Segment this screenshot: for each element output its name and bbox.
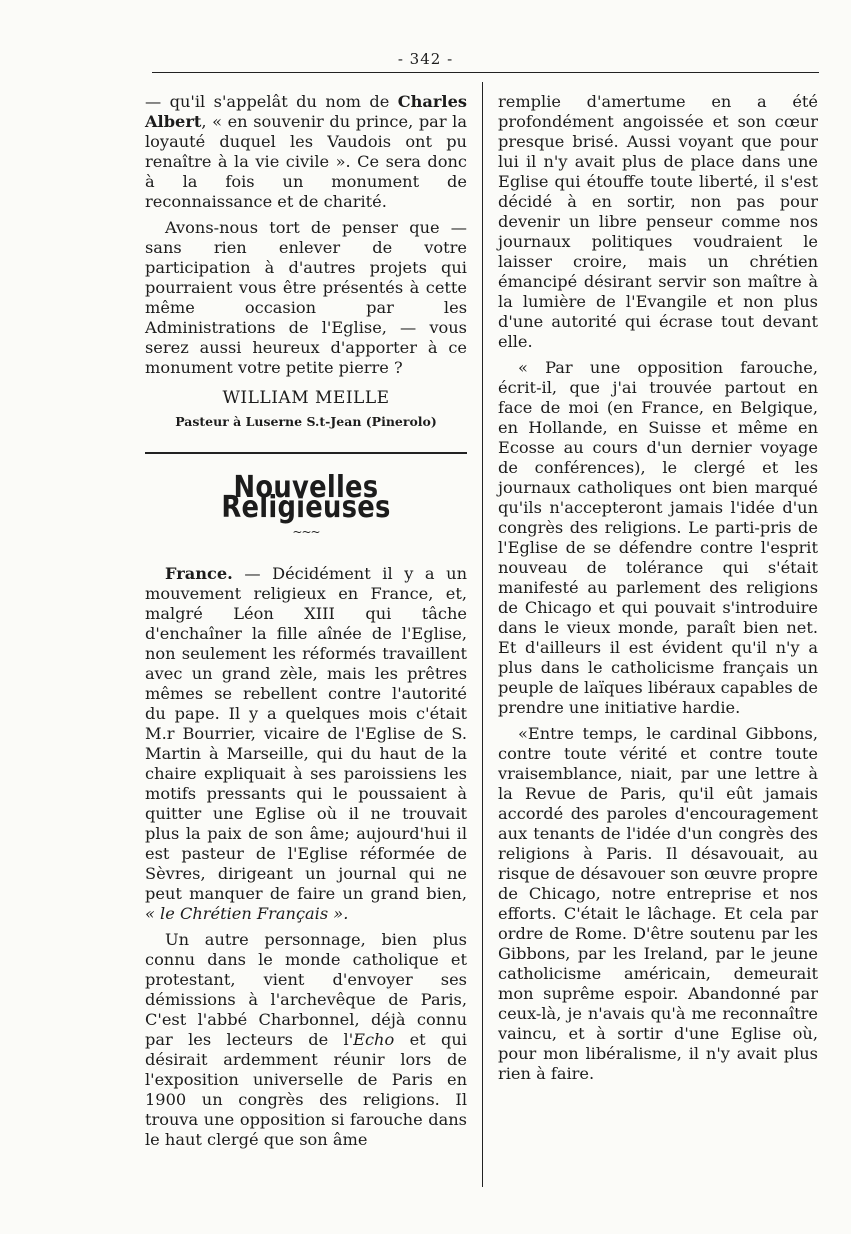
ornament-divider: ~~~ <box>292 525 320 539</box>
echo-title: Echo <box>353 1030 395 1049</box>
paragraph-charbonnel: Un autre personnage, bien plus connu dans le monde catholique et protestant, vient d'envoyer ses démissions à l'archevêque de Paris, C'est l'abbé Charbonnel, déjà connu par les lecteurs de l'Echo et qui désirait ardemment réunir lors de l'exposition universelle de Paris en 1900 un congrès des religions. Il trouva une opposition si farouche dans le haut clergé que son âme <box>145 930 467 1149</box>
paragraph-petite-pierre: Avons-nous tort de penser que — sans rien enlever de votre participation à d'autres projets qui pourraient vous être présentés à cette même occasion par les Administrations de l'Eglise, — vous serez aussi heureux d'apporter à ce monument votre petite pierre ? <box>145 218 467 377</box>
journal-title: « le Chrétien Français ». <box>145 904 349 923</box>
section-title: Nouvelles Religieuses <box>221 470 391 525</box>
bold-name: Charles Albert <box>145 92 467 131</box>
paragraph-charles-albert: — qu'il s'appelât du nom de Charles Albert, « en souvenir du prince, par la loyauté duquel les Vaudois ont pu renaître à la vie civile ». Ce sera donc à la fois un monument de reconnaissance et de charité. <box>145 92 467 211</box>
author-affiliation: Pasteur à Luserne S.t-Jean (Pinerolo) <box>175 414 437 429</box>
author-signature: WILLIAM MEILLE <box>222 388 390 408</box>
paragraph-opposition: « Par une opposition farouche, écrit-il, que j'ai trouvée partout en face de moi (en France, en Belgique, en Hollande, en Suisse et même en Ecosse au cours d'un dernier voyage de conférences), le clergé et les journaux catholiques ont bien marqué qu'ils n'accepteront jamais l'idée d'un congrès des religions. Le parti-pris de l'Eglise de se défendre contre l'esprit nouveau de tolérance qui s'était manifesté au parlement des religions de Chicago et qui pouvait s'introduire dans le vieux monde, paraît bien net. Et d'ailleurs il est évident qu'il n'y a plus dans le catholicisme français un peuple de laïques libéraux capables de prendre une initiative hardie. <box>498 358 818 717</box>
header-rule <box>152 72 819 73</box>
lead-in-france: France. <box>165 564 233 583</box>
right-column <box>498 92 818 1090</box>
paragraph-gibbons: «Entre temps, le cardinal Gibbons, contre toute vérité et contre toute vraisemblance, niait, par une lettre à la Revue de Paris, qu'il eût jamais accordé des paroles d'encouragement aux tenants de l'idée d'un congrès des religions à Paris. Il désavouait, au risque de désavouer son œuvre propre de Chicago, notre entreprise et nos efforts. C'était le lâchage. Et cela par ordre de Rome. D'être soutenu par les Gibbons, par les Ireland, par le jeune catholicisme américain, demeurait mon suprême espoir. Abandonné par ceux-là, je n'avais qu'à me reconnaître vaincu, et à sortir d'une Eglise où, pour mon libéralisme, il n'y avait plus rien à faire. <box>498 724 818 1083</box>
paragraph-france: France. — Décidément il y a un mouvement religieux en France, et, malgré Léon XIII qui tâche d'enchaîner la fille aînée de l'Eglise, non seulement les réformés travaillent avec un grand zèle, mais les prêtres mêmes se rebellent contre l'autorité du pape. Il y a quelques mois c'était M.r Bourrier, vicaire de l'Eglise de S. Martin à Marseille, qui du haut de la chaire expliquait à ses paroissiens les motifs pressants qui le poussaient à quitter une Eglise où il ne trouvait plus la paix de son âme; aujourd'hui il est pasteur de l'Eglise réformée de Sèvres, dirigeant un journal qui ne peut manquer de faire un grand bien, « le Chrétien Français ». <box>145 564 467 923</box>
page-number: - 342 - <box>397 50 454 68</box>
paragraph-amertume: remplie d'amertume en a été profondément angoissée et son cœur presque brisé. Aussi voyant que pour lui il n'y avait plus de place dans une Eglise qui étouffe toute liberté, il s'est décidé à en sortir, non pas pour devenir un libre penseur comme nos journaux politiques voudraient le laisser croire, mais un chrétien émancipé désirant servir son maître à la lumière de l'Evangile et non plus d'une autorité qui écrase tout devant elle. <box>498 92 818 351</box>
left-column <box>145 92 467 1156</box>
column-divider <box>482 82 483 1187</box>
section-separator <box>145 452 467 454</box>
